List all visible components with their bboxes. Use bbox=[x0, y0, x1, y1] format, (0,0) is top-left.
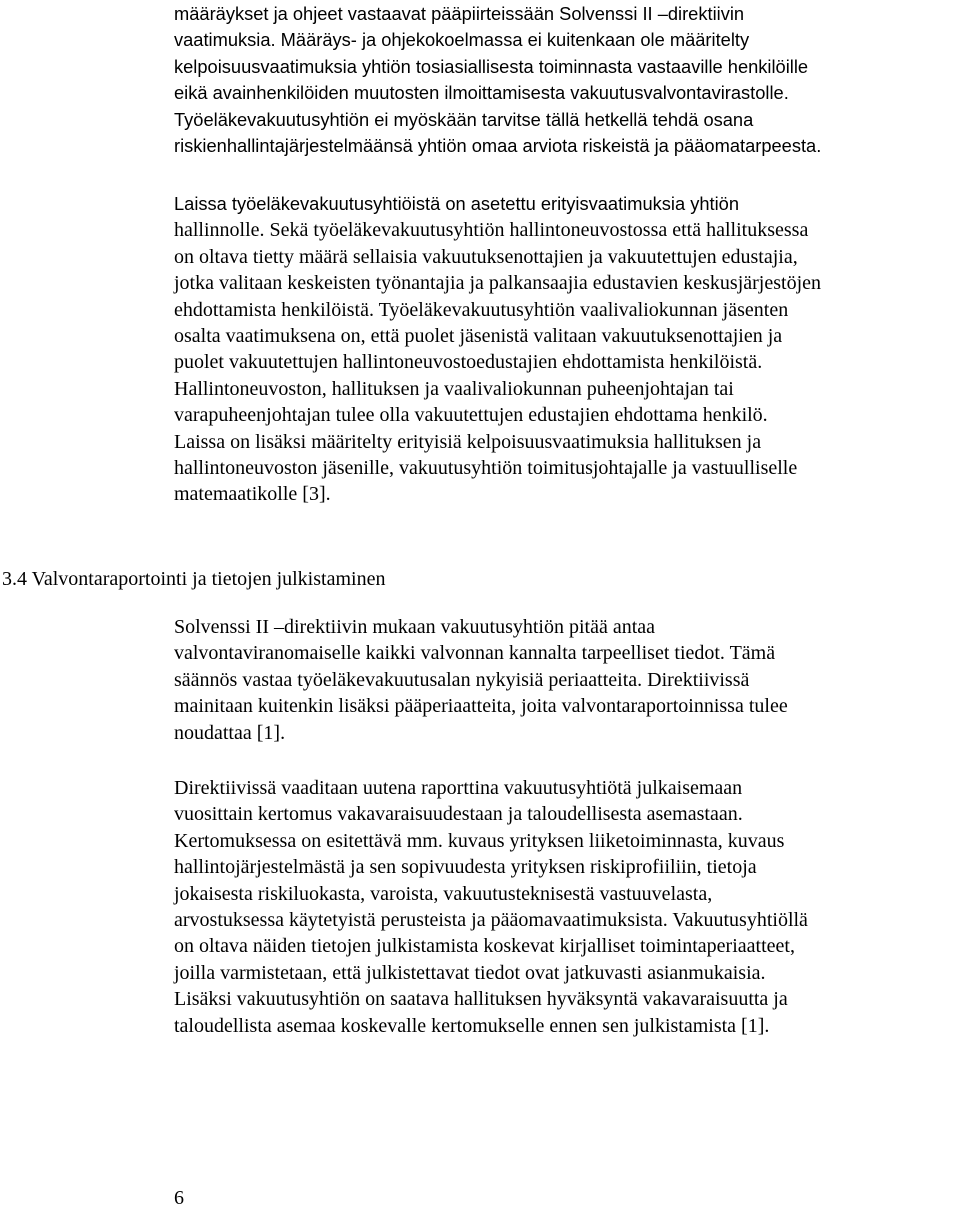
paragraph-line: jotka valitaan keskeisten työnantajia ja palkansaajia edustavien keskusjärjestöjen bbox=[174, 272, 822, 295]
paragraph-line: hallintoneuvoston jäsenille, vakuutusyhtiön toimitusjohtajalle ja vastuulliselle bbox=[174, 457, 798, 480]
paragraph-line: osalta vaatimuksena on, että puolet jäsenistä valitaan vakuutuksenottajien ja bbox=[174, 325, 783, 348]
paragraph-line: Kertomuksessa on esitettävä mm. kuvaus yrityksen liiketoiminnasta, kuvaus bbox=[174, 829, 785, 852]
paragraph-line: eikä avainhenkilöiden muutosten ilmoittamisesta vakuutusvalvontavirastolle. bbox=[174, 82, 789, 104]
paragraph-line: Hallintoneuvoston, hallituksen ja vaalivaliokunnan puheenjohtajan tai bbox=[174, 377, 734, 400]
paragraph-line: Työeläkevakuutusyhtiön ei myöskään tarvitse tällä hetkellä tehdä osana bbox=[174, 108, 754, 130]
paragraph-line: hallinnolle. Sekä työeläkevakuutusyhtiön hallintoneuvostossa että hallituksessa bbox=[174, 219, 809, 242]
paragraph-line: taloudellista asemaa koskevalle kertomukselle ennen sen julkistamista [1]. bbox=[174, 1014, 770, 1037]
paragraph-line: riskienhallintajärjestelmäänsä yhtiön omaa arviota riskeistä ja pääomatarpeesta. bbox=[174, 135, 822, 157]
paragraph-line: Direktiivissä vaaditaan uutena raporttina vakuutusyhtiötä julkaisemaan bbox=[174, 777, 743, 799]
paragraph-line: puolet vakuutettujen hallintoneuvostoedustajien ehdottamista henkilöistä. bbox=[174, 351, 763, 374]
paragraph-1 bbox=[174, 1, 960, 159]
paragraph-line: Solvenssi II –direktiivin mukaan vakuutusyhtiön pitää antaa bbox=[174, 616, 656, 638]
paragraph-2 bbox=[174, 191, 960, 508]
paragraph-line: Lisäksi vakuutusyhtiön on saatava hallituksen hyväksyntä vakavaraisuutta ja bbox=[174, 988, 788, 1011]
paragraph-line: Laissa on lisäksi määritelty erityisiä kelpoisuusvaatimuksia hallituksen ja bbox=[174, 430, 762, 453]
paragraph-3 bbox=[174, 614, 960, 746]
paragraph-line: on oltava näiden tietojen julkistamista koskevat kirjalliset toimintaperiaatteet, bbox=[174, 935, 795, 958]
paragraph-line: hallintojärjestelmästä ja sen sopivuudesta yrityksen riskiprofiiliin, tietoja bbox=[174, 856, 757, 879]
paragraph-line: varapuheenjohtajan tulee olla vakuutettujen edustajien ehdottama henkilö. bbox=[174, 404, 768, 427]
paragraph-line: määräykset ja ohjeet vastaavat pääpiirteissään Solvenssi II –direktiivin bbox=[174, 3, 745, 24]
paragraph-line: Laissa työeläkevakuutusyhtiöistä on asetettu erityisvaatimuksia yhtiön bbox=[174, 193, 739, 214]
section-heading: 3.4 Valvontaraportointi ja tietojen julkistaminen bbox=[2, 568, 386, 590]
paragraph-line: matemaatikolle [3]. bbox=[174, 483, 331, 506]
paragraph-4 bbox=[174, 775, 960, 1039]
paragraph-line: vuosittain kertomus vakavaraisuudestaan ja taloudellisesta asemastaan. bbox=[174, 803, 743, 826]
paragraph-line: säännös vastaa työeläkevakuutusalan nykyisiä periaatteita. Direktiivissä bbox=[174, 668, 750, 691]
paragraph-line: arvostuksessa käytetyistä perusteista ja pääomavaatimuksista. Vakuutusyhtiöllä bbox=[174, 909, 808, 932]
paragraph-line: ehdottamista henkilöistä. Työeläkevakuutusyhtiön vaalivaliokunnan jäsenten bbox=[174, 298, 789, 321]
paragraph-line: noudattaa [1]. bbox=[174, 721, 286, 744]
paragraph-line: on oltava tietty määrä sellaisia vakuutuksenottajien ja vakuutettujen edustajia, bbox=[174, 245, 798, 268]
paragraph-line: joilla varmistetaan, että julkistettavat tiedot ovat jatkuvasti asianmukaisia. bbox=[174, 961, 766, 984]
paragraph-line: mainitaan kuitenkin lisäksi pääperiaatteita, joita valvontaraportoinnissa tulee bbox=[174, 695, 788, 718]
paragraph-line: jokaisesta riskiluokasta, varoista, vakuutusteknisestä vastuuvelasta, bbox=[174, 882, 713, 905]
page-number: 6 bbox=[174, 1187, 184, 1209]
paragraph-line: kelpoisuusvaatimuksia yhtiön tosiasiallisesta toiminnasta vastaaville henkilöille bbox=[174, 55, 809, 77]
paragraph-line: valvontaviranomaiselle kaikki valvonnan kannalta tarpeelliset tiedot. Tämä bbox=[174, 642, 776, 665]
paragraph-line: vaatimuksia. Määräys- ja ohjekokoelmassa ei kuitenkaan ole määritelty bbox=[174, 29, 750, 51]
